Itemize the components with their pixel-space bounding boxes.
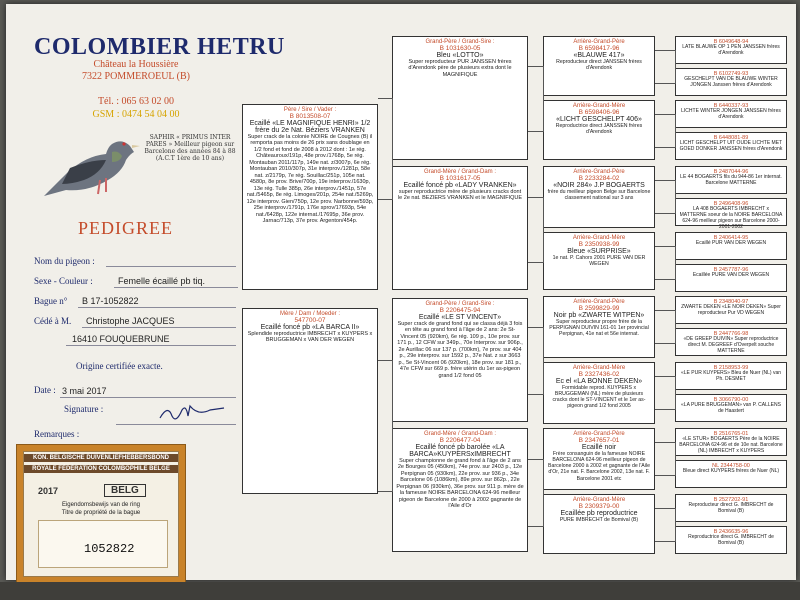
g4-ancestor-box-ring: B 2158953-99 [713, 365, 749, 371]
sold-city: 16410 FOUQUEBRUNE [72, 334, 170, 344]
tree-connector [378, 98, 393, 200]
grandparent-box-heading: Grand-Père / Grand-Sire : [425, 39, 495, 45]
great-grandparent-box-heading: Arrière-Grand-Père [573, 39, 625, 45]
g4-ancestor-box-description: «DE GREEP DUIVIN» Super reproductrice direct M. DEGREEF d'Overpelt souche MATTERNE [683, 336, 779, 354]
g4-ancestor-box [675, 198, 787, 230]
dam-box-description: Splendide reproductrice IMBRECHT x KUYPERS x BRUGGEMAN x VAN DER WEGEN [247, 331, 373, 344]
signature-label: Signature : [64, 404, 104, 414]
g4-ancestor-box-ring: B 2527202-91 [713, 497, 749, 503]
ring-year: 2017 [38, 486, 59, 496]
g4-ancestor-box-ring: B 2406414-95 [713, 235, 749, 241]
great-grandparent-box-description: Reproducteur direct JANSSEN frères d'Arendonk [556, 59, 642, 72]
great-grandparent-box-ring: B 2327436-02 [578, 371, 620, 378]
great-grandparent-box-heading: Arrière-Grand-Père [573, 299, 625, 305]
dam-box-heading: Mère / Dam / Moeder : [279, 311, 341, 317]
grandparent-box-ring: B 2206477-04 [439, 437, 481, 444]
saphir-note: SAPHIR « PRIMUS INTER PARES » Meilleur pigeon sur Barcelone des années 84 à 88 (A.C.T 1ère de 10 ans) [144, 134, 236, 162]
sire-box-heading: Père / Sire / Vader : [283, 107, 337, 113]
great-grandparent-box-ring: B 2347657-01 [578, 437, 620, 444]
sex-label: Sexe - Couleur : [34, 276, 93, 286]
g4-ancestor-box-ring: B 6102749-93 [713, 71, 749, 77]
g4-ancestor-box-ring: B 2496408-96 [713, 201, 749, 207]
grandparent-box-ring: B 1031617-05 [439, 175, 481, 182]
g4-ancestor-box-description: ZWARTE DEKEN «LE NOIR DEKEN» Super reproducteur Pur VD WEGEN [681, 304, 781, 316]
sire-box-ring: B 8013508-07 [289, 113, 331, 120]
great-grandparent-box-description: frère du meilleur pigeon Belge sur Barcelone classement national sur 3 ans [547, 189, 651, 202]
grandparent-box [392, 166, 528, 290]
grandparent-box [392, 36, 528, 160]
g4-ancestor-box-ring: B 6448081-89 [713, 135, 749, 141]
address-line-2: 7322 POMMEROEUL (B) [82, 71, 190, 82]
ring-line [78, 307, 236, 308]
g4-ancestor-box-description: LE 44 BOGAERTS fils du 944-86 1er internat. Barcelone MATTERNE [680, 174, 782, 186]
ring-number: 1052822 [84, 542, 135, 556]
tree-connector [655, 442, 676, 476]
g4-ancestor-box [675, 394, 787, 422]
tree-connector [655, 508, 676, 542]
g4-ancestor-box-description: LICHTE WINTER JONGEN JANSSEN frères d'Arendonk [681, 108, 781, 120]
ring-owner-fr: Titre de propriété de la bague [61, 510, 141, 516]
g4-ancestor-box [675, 166, 787, 194]
remarks-label: Remarques : [34, 429, 80, 439]
grandparent-box-heading: Grand-Père / Grand-Sire : [425, 301, 495, 307]
great-grandparent-box-description: Reproductrice direct JANSSEN frères d'Arendonk [555, 123, 643, 136]
ring-value: B 17-1052822 [82, 296, 139, 306]
g4-ancestor-box-ring: B 2516765-01 [713, 431, 749, 437]
name-line [106, 266, 236, 267]
mobile: GSM : 0474 54 04 00 [92, 109, 180, 120]
grandparent-box [392, 428, 528, 552]
grandparent-box-name: Ecaillé «LE ST VINCENT» [418, 314, 502, 321]
grandparent-box [392, 298, 528, 422]
great-grandparent-box-description: PURE IMBRECHT de Bomival (B) [559, 517, 639, 523]
great-grandparent-box-name: Bleue «SURPRISE» [567, 248, 631, 255]
g4-ancestor-box-ring: B 2447766-98 [713, 331, 749, 337]
g4-ancestor-box-description: GESCHELPT VAN DE BLAUWE WINTER JONGEN Janssen frères d'Arendonk [684, 76, 778, 88]
great-grandparent-box-heading: Arrière-Grand-Père [573, 169, 625, 175]
ring-federation-fr: ROYALE FÉDÉRATION COLOMBOPHILE BELGE [24, 465, 178, 473]
great-grandparent-box-heading: Arrière-Grand-Mère [572, 365, 626, 371]
sold-label: Cédé à M. [34, 316, 72, 326]
great-grandparent-box [543, 232, 655, 290]
great-grandparent-box-name: Noir pb «ZWARTE WITPEN» [553, 312, 645, 319]
great-grandparent-box-name: Ec el «LA BONNE DEKEN» [555, 378, 643, 385]
address-line-1: Château la Houssière [93, 59, 179, 70]
tree-connector [528, 197, 544, 263]
great-grandparent-box-description: Super reproducteur propre frère de la PERPIGNAN DUIVIN 161-01 1er provincial Perpignan, 41e nat et 56e internat. [549, 319, 649, 338]
loft-title: COLOMBIER HETRU [34, 34, 285, 60]
g4-ancestor-box-ring: B 2436635-96 [713, 529, 749, 535]
g4-ancestor-box-ring: B 3066790-00 [713, 397, 749, 403]
g4-ancestor-box [675, 526, 787, 554]
g4-ancestor-box [675, 68, 787, 96]
tree-connector [528, 327, 544, 395]
g4-ancestor-box-description: «LE PUR KUYPERS» Bleu de Nuer (NL) van Ph. DESMET [680, 370, 782, 382]
ring-country: BELG [104, 484, 146, 497]
great-grandparent-box [543, 362, 655, 424]
sire-box-name: Ecaillé «LE MAGNIFIQUE HENRI» 1/2 frère du 2e Nat. Béziers VRANKEN [249, 120, 371, 134]
great-grandparent-box-ring: B 6598406-96 [578, 109, 620, 116]
background-strip [0, 582, 800, 600]
dam-box-name: Ecaillé foncé pb «LA BARCA II» [260, 324, 360, 331]
great-grandparent-box [543, 494, 655, 554]
g4-ancestor-box [675, 36, 787, 64]
grandparent-box-heading: Grand-Mère / Grand-Dam : [423, 169, 497, 175]
g4-ancestor-box [675, 428, 787, 456]
g4-ancestor-box [675, 100, 787, 128]
sold-name: Christophe JACQUES [86, 316, 175, 326]
grandparent-box-name: Ecaillé foncé pb barolée «LA BARCA»KUYPERSxIMBRECHT [409, 444, 511, 458]
grandparent-box-heading: Grand-Mère / Grand-Dam : [423, 431, 497, 437]
g4-ancestor-box-ring: B 6049648-94 [713, 39, 749, 45]
dam-box-ring: 547700-07 [294, 317, 326, 324]
g4-ancestor-box-ring: B 6440337-93 [713, 103, 749, 109]
great-grandparent-box [543, 296, 655, 358]
g4-ancestor-box [675, 328, 787, 356]
great-grandparent-box-name: «BLAUWE 417» [573, 52, 625, 59]
signature-line [116, 424, 236, 425]
pedigree-sheet [6, 4, 796, 580]
great-grandparent-box-heading: Arrière-Grand-Mère [572, 497, 626, 503]
ring-federation-nl: KON. BELGISCHE DUIVENLIEFHEBBERSBOND [24, 454, 178, 462]
sire-box-description: Super crack de la colonie NOIRE de Cougnes (B) il remporta pas moins de 26 prix sans doublage en 1/2 fond et fond de 2008 à 2012 dont : 1e rég. Châteauroux/191p, 48e prov./1768p, 5e rég. Montauban 2011/117p, 149e nat. z/3007p, 6e rég. Montauban 2010/307p, 31e interprov./1281p, 58e nat. z/2179p, 7e rég. Souillac/251p, 105e nat. 4580p, 8e prov. Brive/700p, 19e interprov./1630p, 13e rég. Tulle 385p, 26e interprov./1451p, 57e nat./5465p, 8e rég. Limoges/201p, 254e nat./5269p, 12e interprov. Gien/750p, 12e prov. Narbonne/593p, 25e interprov./1791p, 176e sprov/17693p, 54e nat./6428p, 122e internat./17695p, 36e prov. Jarnac/713p, 37e prov. Argenton/454p. [246, 134, 374, 225]
ring-label: Bague n° [34, 296, 68, 306]
date-label: Date : [34, 385, 56, 395]
tree-connector [655, 376, 676, 410]
g4-ancestor-box-ring: B 2457787-96 [713, 267, 749, 273]
great-grandparent-box-description: 1e nat. P. Cahors 2001 PURE VAN DER WEGEN [552, 255, 646, 268]
signature-scribble [156, 400, 226, 424]
great-grandparent-box-description: Formidable reprod. KUYPERS x BRUGGEMAN (NL) mère de plusieurs cracks dont le ST-VINCENT et le 1er as-pigeon grand 1/2 fond 2005 [552, 385, 646, 410]
sire-box [242, 104, 378, 290]
great-grandparent-box-ring: B 2599829-99 [578, 305, 620, 312]
pigeon-illustration [40, 128, 150, 208]
g4-ancestor-box-description: Ecaillée PURE VAN DER WEGEN [692, 272, 770, 278]
g4-ancestor-box-ring: B 2348040-97 [713, 299, 749, 305]
date-value: 3 mai 2017 [62, 386, 107, 396]
tree-connector [655, 180, 676, 214]
great-grandparent-box [543, 428, 655, 490]
great-grandparent-box [543, 36, 655, 96]
great-grandparent-box-ring: B 2350938-99 [578, 241, 620, 248]
great-grandparent-box-heading: Arrière-Grand-Père [573, 431, 625, 437]
great-grandparent-box-name: «NOIR 284» J.P BOGAERTS [553, 182, 645, 189]
g4-ancestor-box-description: LA 408 BOGAERTS IMBRECHT x MATTERNE soeur de la NOIRE BARCELONA 624-96 meilleur pigeon sur Barcelone 2000-2001-2002 [679, 206, 783, 230]
date-line [60, 397, 236, 398]
tree-connector [655, 246, 676, 280]
g4-ancestor-box [675, 232, 787, 260]
g4-ancestor-box-description: Reproducteur direct G. IMBRECHT de Bomival (B) [688, 502, 774, 514]
g4-ancestor-box [675, 264, 787, 292]
sex-line [114, 287, 238, 288]
tree-connector [655, 114, 676, 148]
great-grandparent-box-description: Frère consanguin de la fameuse NOIRE BARCELONA 624-96 meilleur pigeon de Barcelone 2000 à 2002 et gagnante de l'Aile d'Or, 21e nat. F. Barcelone 2002, 13e nat. F. Barcelone 2001 etc [548, 451, 650, 482]
dam-box [242, 308, 378, 494]
tree-connector [378, 360, 393, 492]
g4-ancestor-box-description: Ecaillé PUR VAN DER WEGEN [695, 240, 767, 246]
g4-ancestor-box [675, 296, 787, 324]
origin-text: Origine certifiée exacte. [76, 361, 163, 371]
grandparent-box-ring: B 1031630-05 [439, 45, 481, 52]
g4-ancestor-box-description: «LE STUR» BOGAERTS Père de la NOIRE BARCELONA 624-96 et de 10e nat. Barcelone (NL) IMBRECHT x KUYPERS [679, 436, 783, 454]
great-grandparent-box-heading: Arrière-Grand-Mère [572, 235, 626, 241]
grandparent-box-ring: B 2206475-94 [439, 307, 481, 314]
g4-ancestor-box-description: Reproductrice direct G. IMBRECHT de Bomival (B) [688, 534, 774, 546]
sex-value: Femelle écaillé pb tiq. [118, 276, 206, 286]
g4-ancestor-box-ring: B 2487044-96 [713, 169, 749, 175]
great-grandparent-box-ring: B 6598417-96 [578, 45, 620, 52]
g4-ancestor-box-ring: NL 2344758-00 [712, 463, 750, 469]
great-grandparent-box [543, 166, 655, 228]
phone: Tél. : 065 63 02 00 [97, 96, 175, 107]
grandparent-box-name: Ecaillé foncé pb «LADY VRANKEN» [403, 182, 517, 189]
great-grandparent-box-heading: Arrière-Grand-Mère [572, 103, 626, 109]
great-grandparent-box-ring: B 2309379-00 [578, 503, 620, 510]
great-grandparent-box-ring: B 2233284-02 [578, 175, 620, 182]
tree-connector [528, 459, 544, 527]
tree-connector [655, 50, 676, 84]
ring-ownership-card [16, 444, 186, 584]
great-grandparent-box-name: Ecaillé noir [581, 444, 617, 451]
tree-connector [528, 66, 544, 132]
grandparent-box-description: super reproductrice mère de plusieurs cracks dont le 2e nat. BEZIERS VRANKEN et le MAGNIFIQUE [397, 189, 523, 202]
great-grandparent-box [543, 100, 655, 160]
ring-owner-nl: Eigendomsbewijs van de ring [61, 502, 141, 508]
great-grandparent-box-name: «LICHT GESCHELPT 406» [556, 116, 642, 123]
sold-line [82, 327, 236, 328]
tree-connector [655, 310, 676, 344]
g4-ancestor-box-description: «LA PURE BRUGGEMAN» van P. CALLENS de Haastert [681, 402, 781, 414]
g4-ancestor-box-description: LATE BLAUWE OP 1 PEN JANSSEN frères d'Arendonk [682, 44, 780, 56]
pedigree-heading: PEDIGREE [78, 218, 173, 238]
g4-ancestor-box [675, 494, 787, 522]
g4-ancestor-box [675, 132, 787, 160]
grandparent-box-description: Super reproducteur PUR JANSSEN frères d'Arendonk père de plusieurs extra dont le MAGNIFIQUE [408, 59, 512, 78]
city-line [66, 345, 236, 346]
great-grandparent-box-name: Ecaillée pb reproductrice [560, 510, 638, 517]
grandparent-box-description: Super crack de grand fond qui se classa déjà 3 fois en tête au grand fond à l'âge de 2 ans: 2e St-Vincent 05 (920km), 6e rég. 109 p., 10e prov. sur 171 p., 12 CFW sur 349p., 70e Interprov. sur 906p., 2e Aurillac 06 sur 137 p. (700km), 7e prov. sur 404 p., 29e interprov. sur 1592 p., 37e Nat. z sur 3663 p., 5e St-Vincent 06 (920km), 18e prov. sur 181 p., 47e CFW sur 669 p. frère utérin du 1er as-pigeon grand 1/2 fond 05 [397, 321, 523, 379]
g4-ancestor-box [675, 362, 787, 390]
g4-ancestor-box-description: Bleue direct KUYPERS frères de Nuer (NL) [682, 468, 780, 474]
name-label: Nom du pigeon : [34, 256, 95, 266]
g4-ancestor-box-description: LICHT GESCHELPT UIT OUDE LICHTE MET GOED DONKER JANSSEN frères d'Arendonk [679, 140, 783, 152]
g4-ancestor-box [675, 460, 787, 488]
grandparent-box-description: Super championne de grand fond à l'âge de 2 ans 2e Bourges 05 (450km), 74e prov. sur 2403 p., 12e Perpignan 05 (930km), 22e prov. sur 936 p., 34e Barcelone 06 (1086km), 89e prov. sur 862p., 22e Perpignan 06 (930km), 36e prov. sur 911 p. mère de la fameuse NOIRE BARCELONA 624-96 meilleur pigeon de Barcelone de 2000 à 2002 gagnante de l'Aile d'Or [396, 458, 524, 510]
grandparent-box-name: Bleu «LOTTO» [436, 52, 484, 59]
